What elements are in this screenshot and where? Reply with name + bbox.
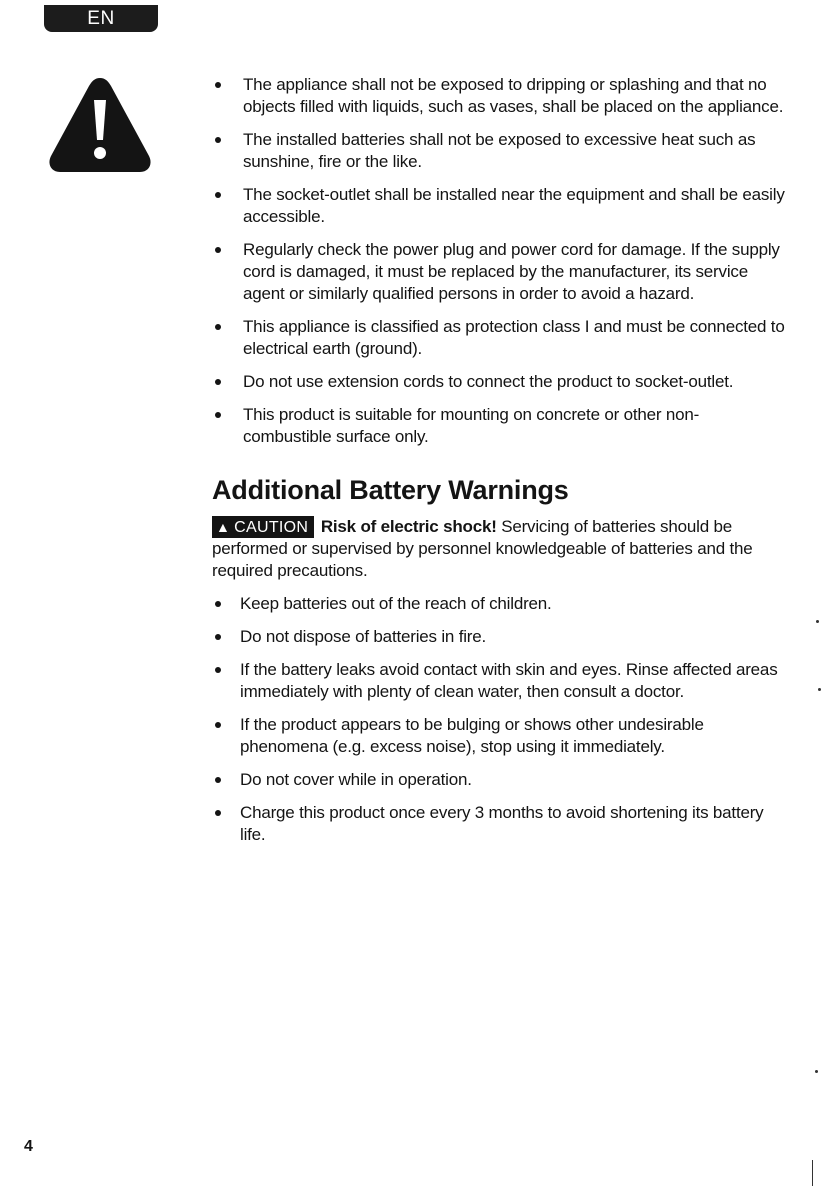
bullet-icon — [215, 192, 221, 198]
list-item — [212, 802, 787, 846]
list-item — [212, 74, 787, 118]
list-item — [212, 371, 787, 393]
bullet-icon — [215, 777, 221, 783]
list-item-text: Keep batteries out of the reach of children. — [240, 594, 552, 613]
bullet-icon — [215, 82, 221, 88]
bullet-icon — [215, 667, 221, 673]
caution-badge-label: CAUTION — [234, 519, 309, 536]
list-item — [212, 769, 787, 791]
list-item — [212, 626, 787, 648]
bullet-icon — [215, 247, 221, 253]
scan-edge-mark — [818, 688, 821, 691]
list-item — [212, 316, 787, 360]
list-item-text: Charge this product once every 3 months to avoid shortening its battery life. — [240, 803, 764, 844]
list-item-text: The installed batteries shall not be exposed to excessive heat such as sunshine, fire or the like. — [243, 130, 756, 171]
bullet-icon — [215, 412, 221, 418]
page-number: 4 — [24, 1138, 33, 1155]
bullet-icon — [215, 810, 221, 816]
safety-instructions-list — [212, 74, 787, 448]
caution-lead: Risk of electric shock! — [320, 517, 497, 536]
section-title: Additional Battery Warnings — [212, 475, 569, 505]
bullet-icon — [215, 634, 221, 640]
list-item-text: If the battery leaks avoid contact with skin and eyes. Rinse affected areas immediately with plenty of clean water, then consult a doctor. — [240, 660, 778, 701]
list-item-text: This appliance is classified as protection class I and must be connected to electrical earth (ground). — [243, 317, 785, 358]
bullet-icon — [215, 722, 221, 728]
bullet-icon — [215, 324, 221, 330]
list-item — [212, 239, 787, 305]
scan-edge-mark — [812, 1160, 813, 1186]
list-item — [212, 659, 787, 703]
bullet-icon — [215, 379, 221, 385]
caution-text: Servicing of batteries should be performed or supervised by personnel knowledgeable of batteries and the required precautions. — [212, 517, 753, 580]
list-item-text: Do not use extension cords to connect the product to socket-outlet. — [243, 372, 734, 391]
list-item-text: The appliance shall not be exposed to dripping or splashing and that no objects filled with liquids, such as vases, shall be placed on the appliance. — [243, 75, 784, 116]
language-tab: EN — [44, 5, 158, 32]
list-item — [212, 593, 787, 615]
warning-small-icon: ▲ — [216, 519, 231, 535]
list-item — [212, 714, 787, 758]
list-item-text: Do not dispose of batteries in fire. — [240, 627, 487, 646]
list-item — [212, 129, 787, 173]
main-content — [212, 74, 787, 857]
list-item-text: This product is suitable for mounting on concrete or other non-combustible surface only. — [243, 405, 700, 446]
caution-paragraph — [212, 516, 787, 582]
bullet-icon — [215, 137, 221, 143]
scan-edge-mark — [815, 1070, 818, 1073]
list-item-text: If the product appears to be bulging or shows other undesirable phenomena (e.g. excess noise), stop using it immediately. — [240, 715, 704, 756]
list-item-text: Regularly check the power plug and power cord for damage. If the supply cord is damaged, it must be replaced by the manufacturer, its service agent or similarly qualified persons in order to avoid a hazard. — [243, 240, 780, 303]
list-item-text: The socket-outlet shall be installed near the equipment and shall be easily accessible. — [243, 185, 785, 226]
caution-badge — [212, 516, 314, 538]
battery-warnings-list — [212, 593, 787, 846]
warning-triangle-icon — [48, 76, 152, 174]
list-item-text: Do not cover while in operation. — [240, 770, 472, 789]
scan-edge-mark — [816, 620, 819, 623]
list-item — [212, 184, 787, 228]
bullet-icon — [215, 601, 221, 607]
list-item — [212, 404, 787, 448]
